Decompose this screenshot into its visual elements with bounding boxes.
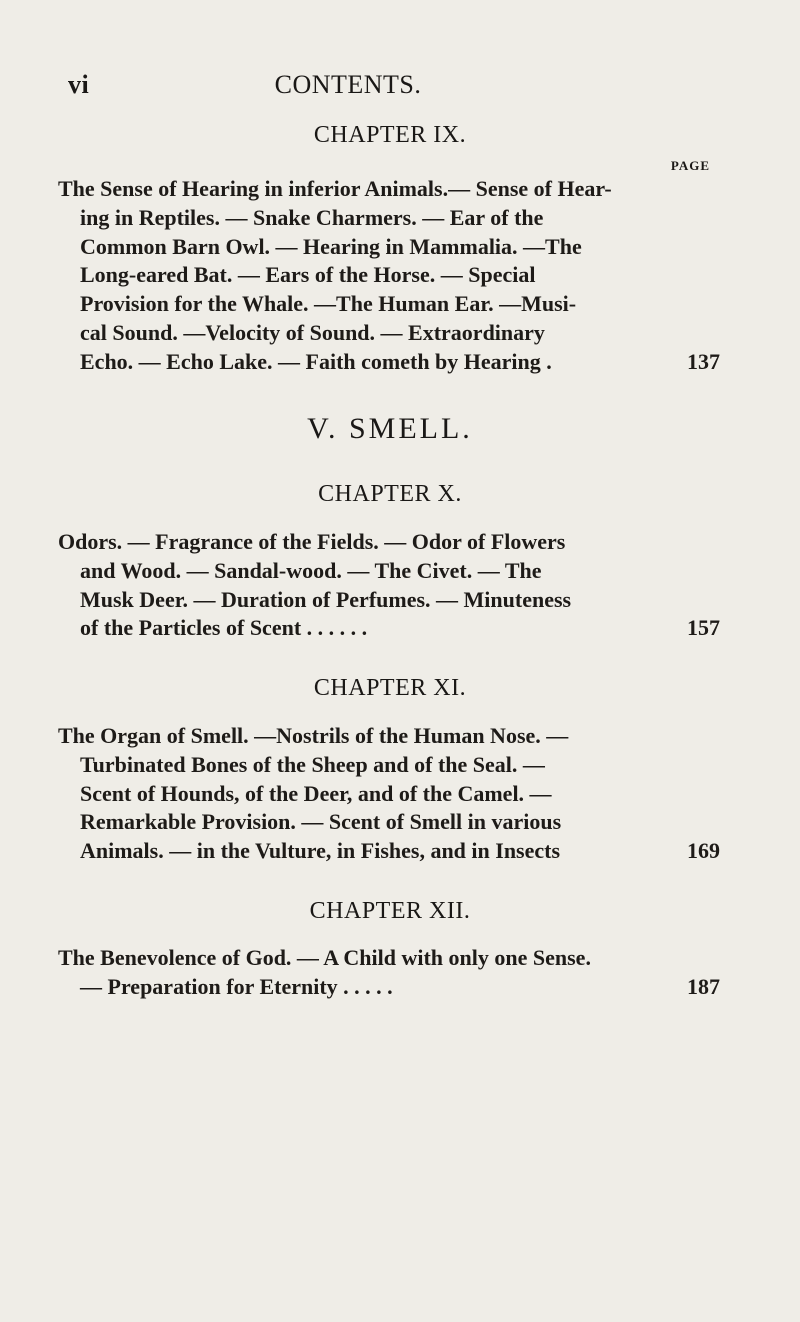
chapter-heading-ix: CHAPTER IX. [313, 122, 467, 148]
entry-line: Scent of Hounds, of the Deer, and of the Camel. — [80, 780, 552, 806]
chapter-heading-xii: CHAPTER XII. [309, 898, 471, 924]
entry-page-number: 157 [687, 615, 720, 641]
entry-line: The Benevolence of God. — A Child with only one Sense. [58, 945, 591, 970]
entry-page-number: 137 [687, 348, 720, 374]
entry-line: Long-eared Bat. — Ears of the Horse. — Special [80, 262, 536, 288]
entry-line: Musk Deer. — Duration of Perfumes. — Minuteness [80, 586, 572, 612]
running-head [68, 70, 598, 106]
toc-entry-chapter-xi[interactable] [58, 722, 720, 866]
toc-entry-chapter-ix[interactable] [58, 175, 720, 377]
entry-line: Provision for the Whale. —The Human Ear. —Musi- [80, 291, 577, 317]
toc-entry-chapter-xii[interactable] [58, 944, 720, 1002]
section-heading-smell: V. SMELL. [307, 412, 473, 445]
entry-line: Turbinated Bones of the Sheep and of the Seal. — [80, 751, 545, 777]
entry-page-number: 187 [687, 973, 720, 999]
entry-line: Odors. — Fragrance of the Fields. — Odor of Flowers [58, 529, 566, 554]
entry-line: Animals. — in the Vulture, in Fishes, and in Insects [80, 838, 561, 864]
entry-line: The Organ of Smell. —Nostrils of the Human Nose. — [58, 723, 569, 748]
entry-line: — Preparation for Eternity . . . . . [80, 973, 393, 999]
entry-line: Common Barn Owl. — Hearing in Mammalia. —The [80, 233, 582, 259]
toc-entry-chapter-x[interactable] [58, 528, 720, 643]
entry-line: and Wood. — Sandal-wood. — The Civet. — The [80, 557, 542, 583]
entry-line: ing in Reptiles. — Snake Charmers. — Ear of the [80, 204, 544, 230]
page-column-label: PAGE [670, 158, 710, 173]
running-head-title: CONTENTS. [274, 70, 422, 99]
chapter-heading-xi: CHAPTER XI. [313, 675, 467, 701]
entry-line: Echo. — Echo Lake. — Faith cometh by Hearing . [80, 348, 552, 374]
chapter-heading-x: CHAPTER X. [318, 481, 462, 507]
entry-line: of the Particles of Scent . . . . . . [80, 615, 368, 641]
page-number-folio: vi [68, 70, 90, 99]
entry-line: The Sense of Hearing in inferior Animals.— Sense of Hear- [58, 176, 612, 201]
entry-line: Remarkable Provision. — Scent of Smell in various [80, 809, 562, 835]
entry-line: cal Sound. —Velocity of Sound. — Extraordinary [80, 319, 545, 345]
entry-page-number: 169 [687, 838, 720, 864]
